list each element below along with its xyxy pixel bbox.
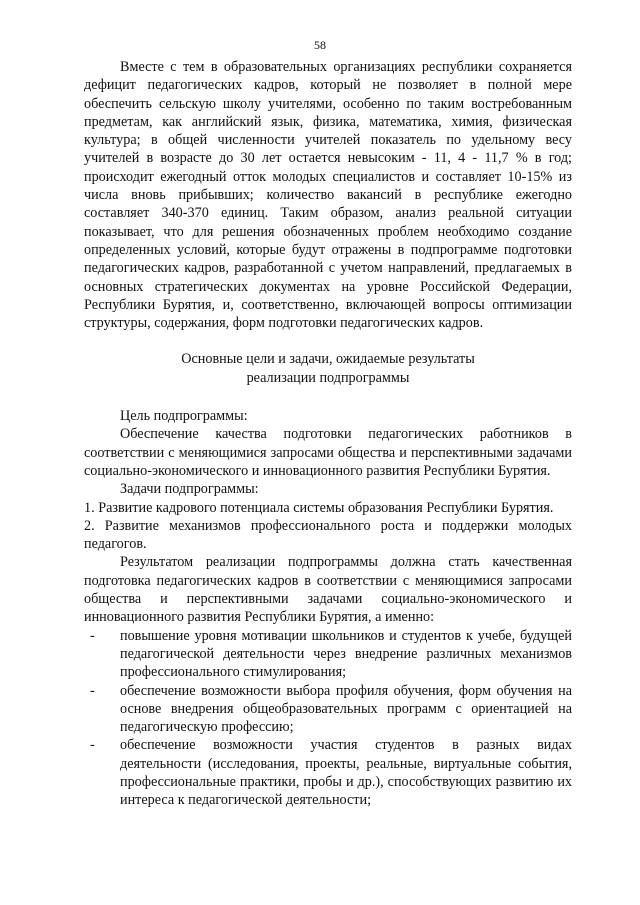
document-body [84,58,572,810]
intro-paragraph: Вместе с тем в образовательных организациях республики сохраняется дефицит педагогических кадров, который не позволяет в полной мере обеспечить сельскую школу учителями, особенно по таким востребованным предметам, как английский язык, физика, математика, химия, физическая культура; в общей численности учителей показатель по удельному весу учителей в возрасте до 30 лет остается невысоким - 11, 4 - 11,7 % в год; происходит ежегодный отток молодых специалистов и составляет 10-15% из числа вновь прибывших; количество вакансий в республике ежегодно составляет 340-370 единиц. Таким образом, анализ реальной ситуации показывает, что для решения обозначенных проблем необходимо создание определенных условий, которые будут отражены в подпрограмме подготовки педагогических кадров, разработанной с учетом направлений, предлагаемых в основных стратегических документах на уровне Российской Федерации, Республики Бурятия, и, соответственно, включающей вопросы оптимизации структуры, содержания, форм подготовки педагогических кадров. [84,59,572,332]
section-heading [84,350,572,387]
result-intro: Результатом реализации подпрограммы должна стать качественная подготовка педагогических кадров в соответствии с меняющимися запросами общества и перспективными задачами социально-экономического и инновационного развития Республики Бурятия, а именно: [84,554,572,626]
list-dash: - [90,682,95,699]
task-item: 1. Развитие кадрового потенциала системы образования Республики Бурятия. [84,499,554,516]
page-number: 58 [314,38,326,52]
result-item [84,682,572,737]
results-list [84,627,572,810]
goal-label: Цель подпрограммы: [120,408,248,425]
section-heading-line-1: Основные цели и задачи, ожидаемые результаты [181,351,475,368]
section-heading-line-2: реализации подпрограммы [246,369,410,386]
task-item: 2. Развитие механизмов профессионального роста и поддержки молодых педагогов. [84,517,572,553]
list-dash: - [90,737,95,754]
result-item-text: повышение уровня мотивации школьников и студентов к учебе, будущей педагогической деятельности через внедрение различных механизмов профессионального стимулирования; [120,627,572,681]
result-item-text: обеспечение возможности выбора профиля обучения, форм обучения на основе внедрения общеобразовательных программ с ориентацией на педагогическую профессию; [120,682,572,736]
list-dash: - [90,627,95,644]
goal-text: Обеспечение качества подготовки педагогических работников в соответствии с меняющимися запросами общества и перспективными задачами социально-экономического и инновационного развития Республики Бурятия. [84,426,572,479]
tasks-label: Задачи подпрограммы: [120,481,259,498]
result-item-text: обеспечение возможности участия студентов в разных видах деятельности (исследования, проекты, реальные, виртуальные события, профессиональные практики, пробы и др.), способствующих развитию их интереса к педагогической деятельности; [120,737,572,809]
result-item [84,736,572,809]
result-item [84,627,572,682]
